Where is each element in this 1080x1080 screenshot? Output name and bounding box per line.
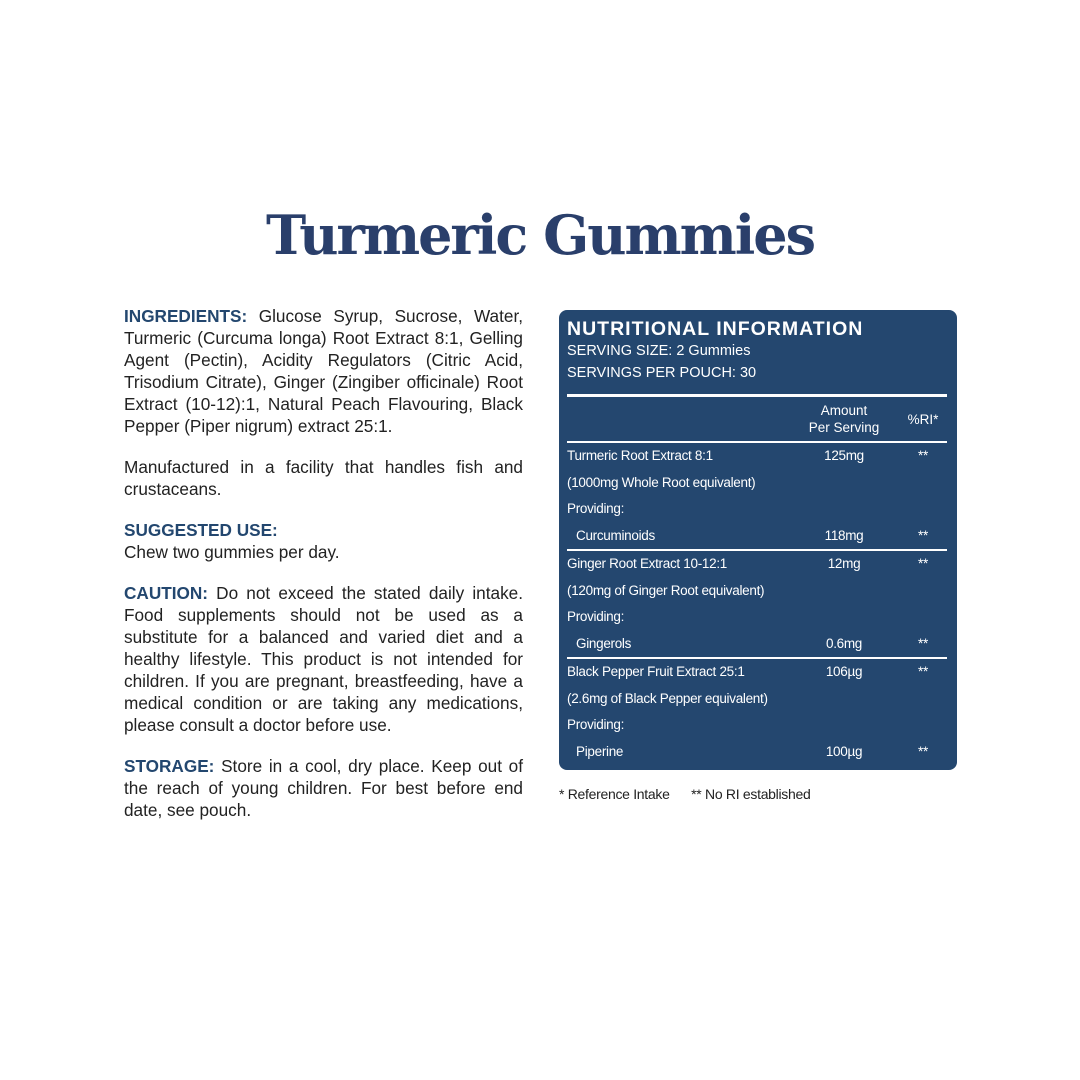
header-amount — [789, 402, 899, 436]
nutrition-panel — [559, 310, 957, 770]
nutrient-ri: ** — [918, 448, 928, 463]
servings-per-pouch: SERVINGS PER POUCH: 30 — [567, 365, 757, 381]
table-row — [567, 712, 947, 739]
caution-section — [124, 582, 523, 736]
nutrient-group-black-pepper — [567, 659, 947, 765]
nutrient-ri — [899, 578, 947, 605]
nutrient-amount — [789, 712, 899, 739]
storage-label: STORAGE: — [124, 756, 215, 776]
storage-section — [124, 755, 523, 821]
nutrient-group-ginger — [567, 551, 947, 657]
ingredients-label: INGREDIENTS: — [124, 306, 248, 326]
nutrient-name: Providing: — [567, 717, 625, 732]
table-row — [567, 551, 947, 578]
nutrient-amount — [789, 578, 899, 605]
footnote-no-ri: ** No RI established — [691, 786, 811, 802]
suggested-use-label: SUGGESTED USE: — [124, 520, 278, 540]
nutrient-amount: 0.6mg — [825, 635, 863, 651]
table-row — [567, 523, 947, 550]
nutrient-ri: ** — [918, 635, 928, 651]
page-title: Turmeric Gummies — [266, 203, 814, 267]
storage-text: Store in a cool, dry place. Keep out of the reach of young children. For best before end date, see pouch. — [124, 756, 523, 820]
nutrient-name: Turmeric Root Extract 8:1 — [567, 448, 713, 463]
nutrient-name: Providing: — [567, 609, 625, 624]
table-row — [567, 443, 947, 470]
allergen-text: Manufactured in a facility that handles fish and crustaceans. — [124, 457, 523, 499]
suggested-use-text: Chew two gummies per day. — [124, 542, 340, 562]
nutrient-group-turmeric — [567, 443, 947, 549]
table-row — [567, 739, 947, 766]
nutrient-name: Providing: — [567, 501, 625, 516]
nutrient-ri — [899, 712, 947, 739]
nutrition-title: NUTRITIONAL INFORMATION — [567, 318, 864, 340]
table-row — [567, 686, 947, 713]
nutrient-name: (1000mg Whole Root equivalent) — [567, 474, 756, 490]
table-row — [567, 578, 947, 605]
suggested-use-section — [124, 519, 523, 563]
header-amount-line2: Per Serving — [808, 420, 880, 435]
footnotes — [559, 786, 828, 802]
caution-text: Do not exceed the stated daily intake. Food supplements should not be used as a substitute for a balanced and varied diet and a healthy lifestyle. This product is not intended for children. If you are pregnant, breastfeeding, have a medical condition or are taking any medications, please consult a doctor before use. — [124, 583, 523, 735]
nutrient-name: Gingerols — [576, 635, 632, 651]
table-row — [567, 496, 947, 523]
header-amount-line1: Amount — [820, 403, 868, 418]
nutrient-name: Curcuminoids — [576, 527, 655, 543]
nutrient-amount: 12mg — [827, 556, 861, 571]
ingredients-section — [124, 305, 523, 437]
nutrient-amount — [789, 470, 899, 497]
nutrient-amount: 118mg — [824, 527, 864, 543]
table-row — [567, 659, 947, 686]
nutrient-name: Piperine — [576, 743, 624, 759]
nutrient-name: Ginger Root Extract 10-12:1 — [567, 556, 727, 571]
table-row — [567, 470, 947, 497]
nutrient-name: Black Pepper Fruit Extract 25:1 — [567, 664, 745, 679]
table-row — [567, 604, 947, 631]
nutrient-ri: ** — [918, 743, 928, 759]
nutrition-panel-content — [567, 318, 947, 765]
nutrient-amount: 100µg — [825, 743, 863, 759]
table-header — [567, 397, 947, 441]
nutrient-ri — [899, 470, 947, 497]
nutrient-ri — [899, 604, 947, 631]
allergen-section — [124, 456, 523, 500]
table-row — [567, 631, 947, 658]
nutrient-name: (120mg of Ginger Root equivalent) — [567, 582, 765, 598]
nutrient-ri: ** — [918, 527, 928, 543]
nutrient-ri — [899, 686, 947, 713]
caution-label: CAUTION: — [124, 583, 209, 603]
serving-size: SERVING SIZE: 2 Gummies — [567, 343, 751, 359]
nutrient-amount: 106µg — [825, 664, 863, 679]
nutrient-ri — [899, 496, 947, 523]
header-ri: %RI* — [907, 411, 939, 427]
ingredients-text: Glucose Syrup, Sucrose, Water, Turmeric (Curcuma longa) Root Extract 8:1, Gelling Agent (Pectin), Acidity Regulators (Citric Acid, Trisodium Citrate), Ginger (Zingiber officinale) Root Extract (10-12):1, Natural Peach Flavouring, Black Pepper (Piper nigrum) extract 25:1. — [124, 306, 523, 436]
nutrient-amount — [789, 686, 899, 713]
nutrient-amount — [789, 604, 899, 631]
nutrient-ri: ** — [918, 664, 928, 679]
label-text-column — [124, 305, 523, 840]
footnote-reference-intake: * Reference Intake — [559, 786, 670, 802]
nutrient-amount: 125mg — [824, 448, 864, 463]
nutrient-ri: ** — [918, 556, 928, 571]
nutrient-name: (2.6mg of Black Pepper equivalent) — [567, 690, 768, 706]
nutrient-amount — [789, 496, 899, 523]
